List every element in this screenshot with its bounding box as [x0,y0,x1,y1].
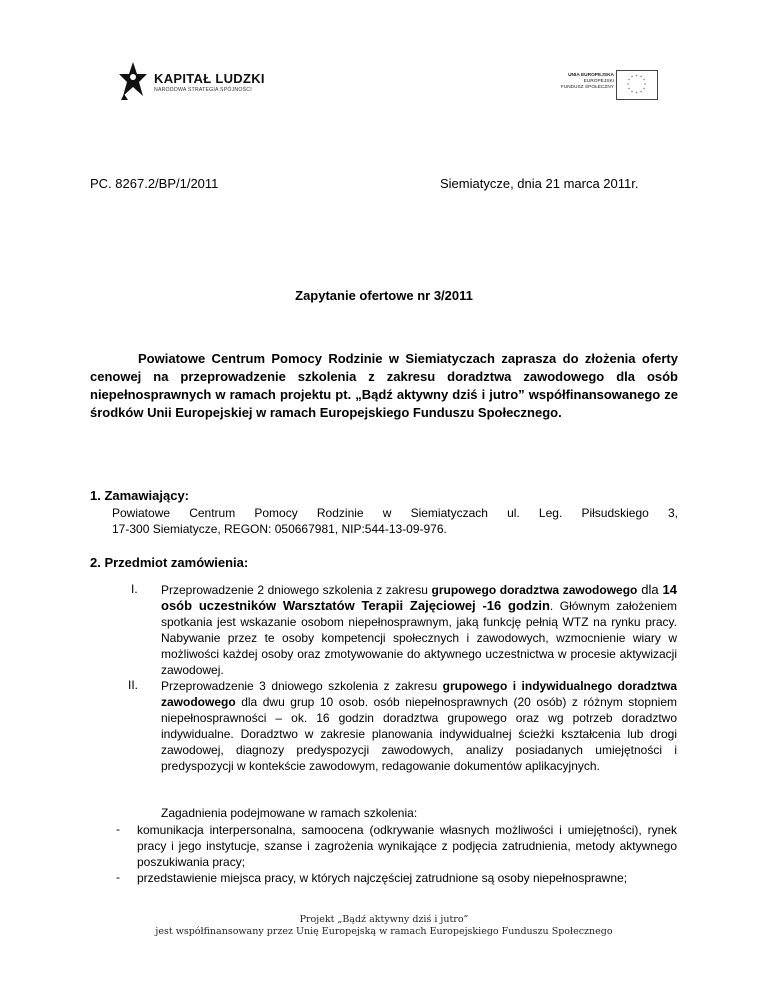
item-2-part-c: dla dwu grup 10 osob. osób niepełnosprawnych (20 osób) z różnym stopniem niepełnosprawności – ok. 16 godzin doradztwa grupowego oraz wg potrzeb doradztwo indywidualne. Doradztwo w zakresie planowania indywidualnej ścieżki kształcenia lub drogi zawodowej, diagnozy predyspozycji zawodowych, analizy posiadanych umiejętności i predyspozycji w kontekście zawodowym, redagowanie dokumentów aplikacyjnych. [161,695,677,773]
kapital-ludzki-logo [118,60,268,106]
item-1-numeral: I. [131,582,138,596]
item-1-part-e: . Głównym założeniem spotkania jest wskazanie osobom niepełnosprawnym, jaką funkcję pełnią WTZ na rynku pracy. Nabywanie przez te osoby kompetencji społecznych i zawodowych, wzmocnienie wiary w możliwości każdej osoby oraz zmotywowanie do aktywnego uczestnictwa w procesie aktywizacji zawodowej. [161,599,677,677]
footer-line2: jest współfinansowany przez Unię Europejską w ramach Europejskiego Funduszu Społecznego [155,926,613,937]
item-2-part-a: Przeprowadzenie 3 dniowego szkolenia z zakresu [161,679,443,693]
svg-text:*: * [631,89,633,95]
section-1-line1: Powiatowe Centrum Pomocy Rodzinie w Siemiatyczach ul. Leg. Piłsudskiego 3, [112,506,678,520]
item-1-part-a: Przeprowadzenie 2 dniowego szkolenia z zakresu [161,583,432,597]
svg-text:*: * [628,78,630,84]
svg-text:*: * [628,86,630,92]
intro-text: Powiatowe Centrum Pomocy Rodzinie w Siemiatyczach zaprasza do złożenia oferty cenowej na przeprowadzenie szkolenia z zakresu doradztwa zawodowego dla osób niepełnosprawnych w ramach projektu pt. „Bądź aktywny dziś i jutro” współfinansowanego ze środków Unii Europejskiej w ramach Europejskiego Funduszu Społecznego. [90,351,678,420]
logo-subtitle: NARODOWA STRATEGIA SPÓJNOŚCI [154,87,252,93]
svg-text:*: * [644,82,646,88]
footer [0,914,768,938]
svg-text:*: * [627,82,629,88]
eu-flag-icon [616,70,658,100]
svg-text:*: * [635,74,638,79]
topic-2-bullet: - [116,870,120,884]
footer-line1: Projekt „Bądź aktywny dziś i jutro” [299,914,469,925]
section-1-body [112,505,678,537]
eu-logo [548,66,660,102]
svg-text:*: * [635,91,638,96]
document-date: Siemiatycze, dnia 21 marca 2011r. [440,176,639,191]
item-2-bold-b: grupowego i indywidualnego doradztwa zawodowego [161,679,678,709]
eu-logo-text [561,73,614,92]
topic-2-text: przedstawienie miejsca pracy, w których najczęściej zatrudnione są osoby niepełnosprawne; [137,871,628,885]
svg-text:*: * [640,89,642,95]
item-1-text [161,582,677,678]
svg-text:*: * [640,75,642,81]
item-1-bold-d: 14 osób uczestników Warsztatów Terapii Zajęciowej -16 godzin [161,582,677,613]
topic-1-bullet: - [116,822,120,836]
logo-title: KAPITAŁ LUDZKI [154,71,265,86]
item-1-bold-b: grupowego doradztwa zawodowego [431,583,638,597]
topic-1-text: komunikacja interpersonalna, samoocena (odkrywanie własnych możliwości i umiejętności), rynek pracy i jego instytucje, szanse i zagrożenia wynikające z podjęcia zatrudnienia, metody aktywnego poszukiwania pracy; [137,823,677,869]
document-title: Zapytanie ofertowe nr 3/2011 [295,288,473,303]
section-1-line2: 17-300 Siemiatycze, REGON: 050667981, NIP:544-13-09-976. [112,522,447,536]
topics-intro: Zagadnienia podejmowane w ramach szkolenia: [161,806,418,820]
eu-logo-line1: UNIA EUROPEJSKA [568,73,614,78]
document-reference: PC. 8267.2/BP/1/2011 [90,176,219,191]
svg-text:*: * [643,86,645,92]
item-2-text [161,678,677,774]
item-2-numeral: II. [128,678,139,692]
eu-logo-line3: FUNDUSZ SPOŁECZNY [560,85,614,91]
intro-paragraph [90,350,678,422]
section-1-heading: 1. Zamawiający: [90,488,189,503]
item-1-part-c: dla [641,582,663,597]
eu-logo-line2: EUROPEJSKI [583,79,614,85]
svg-text:*: * [631,75,633,81]
svg-text:*: * [643,78,645,84]
kapital-ludzki-star-icon [118,60,148,102]
section-2-heading: 2. Przedmiot zamówienia: [90,555,249,570]
